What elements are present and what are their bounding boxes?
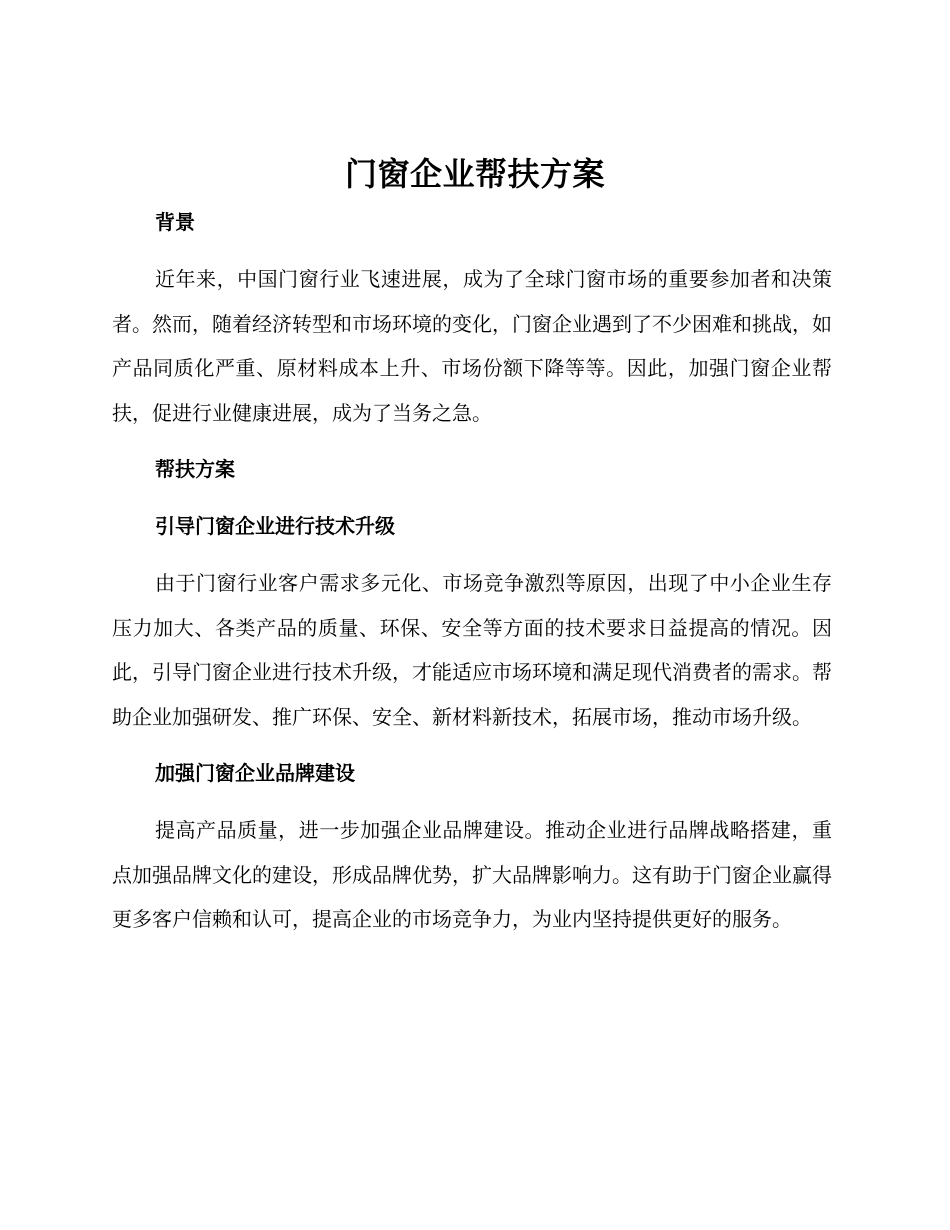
subsection-heading-brand-building: 加强门窗企业品牌建设 (155, 761, 355, 785)
paragraph-brand-building: 提高产品质量，进一步加强企业品牌建设。推动企业进行品牌战略搭建，重点加强品牌文化的建设，形成品牌优势，扩大品牌影响力。这有助于门窗企业赢得更多客户信赖和认可，提高企业的市场竞争力，为业内坚持提供更好的服务。 (112, 818, 832, 931)
section-heading-plan: 帮扶方案 (155, 457, 235, 481)
page-title: 门窗企业帮扶方案 (344, 155, 605, 193)
paragraph-background: 近年来，中国门窗行业飞速进展，成为了全球门窗市场的重要参加者和决策者。然而，随着经济转型和市场环境的变化，门窗企业遇到了不少困难和挑战，如产品同质化严重、原材料成本上升、市场份额下降等等。因此，加强门窗企业帮扶，促进行业健康进展，成为了当务之急。 (112, 267, 832, 425)
document-body (112, 200, 832, 942)
section-heading-background: 背景 (155, 210, 195, 234)
subsection-heading-tech-upgrade: 引导门窗企业进行技术升级 (155, 514, 395, 538)
paragraph-tech-upgrade: 由于门窗行业客户需求多元化、市场竞争激烈等原因，出现了中小企业生存压力加大、各类产品的质量、环保、安全等方面的技术要求日益提高的情况。因此，引导门窗企业进行技术升级，才能适应市场环境和满足现代消费者的需求。帮助企业加强研发、推广环保、安全、新材料新技术，拓展市场，推动市场升级。 (112, 571, 832, 729)
